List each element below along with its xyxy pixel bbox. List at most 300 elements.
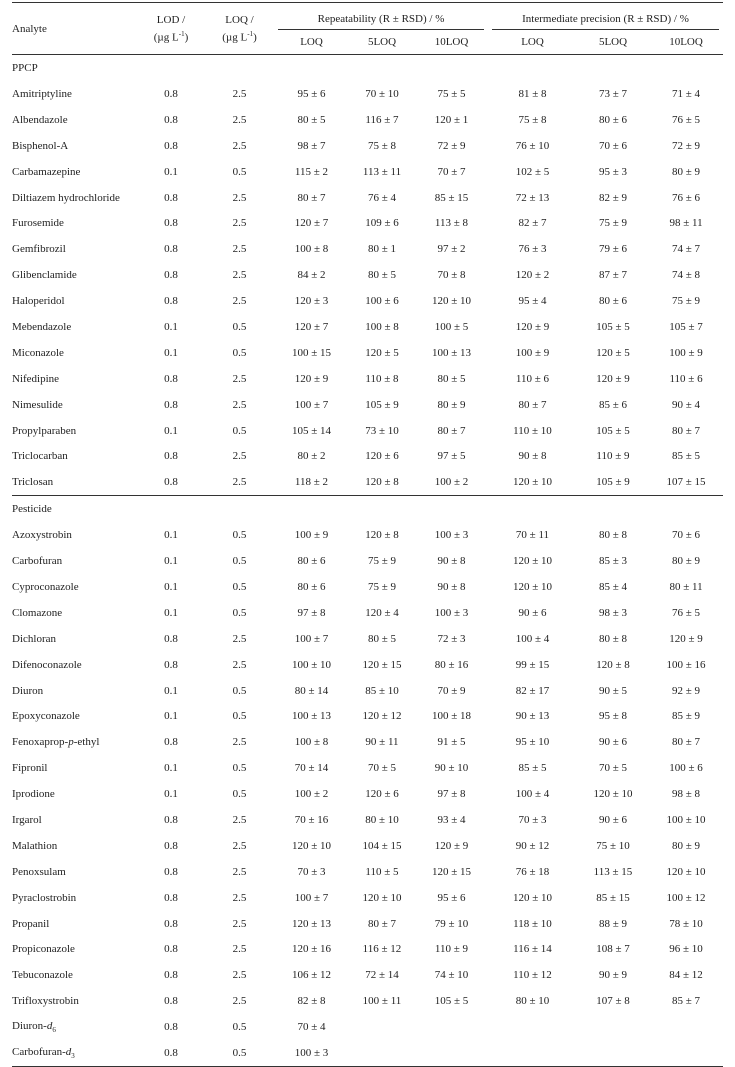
table-row: [12, 340, 723, 366]
loq-cell: 0.5: [232, 762, 247, 775]
ip-10loq-cell: 90 ± 4: [671, 398, 701, 411]
lod-cell: 0.1: [164, 165, 178, 178]
ip-10loq-cell: 76 ± 5: [671, 113, 701, 126]
rep-loq-cell: 100 ± 8: [294, 736, 329, 749]
ip-loq-cell: 120 ± 10: [512, 580, 553, 593]
loq-cell: 2.5: [232, 269, 247, 282]
table-row: [12, 626, 723, 652]
ip-10loq-cell: 96 ± 10: [669, 943, 703, 956]
rep-5loq-cell: 100 ± 8: [365, 320, 399, 333]
rep-10loq-cell: 105 ± 5: [434, 995, 469, 1008]
lod-cell: 0.8: [164, 736, 178, 749]
ip-5loq-cell: 98 ± 3: [598, 606, 628, 619]
ip-loq-cell: 80 ± 7: [518, 398, 547, 411]
ip-loq-header: LOQ: [488, 30, 577, 55]
ip-5loq-header: 5LOQ: [577, 30, 649, 55]
lod-cell: 0.1: [164, 580, 178, 593]
ip-5loq-cell: [577, 1040, 649, 1066]
ip-5loq-cell: 120 ± 9: [596, 372, 630, 385]
lod-cell: 0.8: [164, 191, 178, 204]
analyte-name: Triclosan: [12, 476, 54, 489]
ip-10loq-cell: 100 ± 10: [666, 813, 706, 826]
ip-loq-cell: 95 ± 4: [518, 295, 547, 308]
lod-header-line1: LOD /: [156, 13, 186, 26]
analyte-name: Diltiazem hydrochloride: [12, 191, 120, 204]
ip-loq-cell: 120 ± 9: [515, 320, 550, 333]
analyte-name: Triclocarban: [12, 450, 68, 463]
analyte-name: Nimesulide: [12, 398, 63, 411]
rep-loq-cell: 100 ± 13: [291, 710, 332, 723]
lod-cell: 0.1: [164, 606, 178, 619]
repeatability-header: [274, 3, 488, 31]
lod-cell: 0.1: [164, 788, 178, 801]
ip-10loq-cell: 100 ± 12: [666, 891, 706, 904]
ip-5loq-cell: 70 ± 6: [598, 139, 628, 152]
analyte-name: Fipronil: [12, 762, 48, 775]
rep-5loq-cell: 120 ± 6: [365, 788, 399, 801]
ip-10loq-cell: 80 ± 7: [671, 424, 701, 437]
ip-loq-cell: 82 ± 7: [518, 217, 547, 230]
lod-cell: 0.8: [164, 969, 178, 982]
lod-cell: 0.1: [164, 762, 178, 775]
rep-5loq-cell: 80 ± 10: [365, 813, 399, 826]
table-row: [12, 133, 723, 159]
rep-5loq-cell: 120 ± 4: [365, 606, 399, 619]
ip-10loq-cell: 80 ± 9: [671, 839, 701, 852]
rep-5loq-cell: 80 ± 7: [367, 917, 397, 930]
lod-cell: 0.1: [164, 555, 178, 568]
table-row: [12, 807, 723, 833]
section-title: Pesticide: [12, 496, 723, 523]
rep-10loq-cell: 100 ± 13: [431, 346, 472, 359]
table-row: [12, 781, 723, 807]
table-row: [12, 1014, 723, 1040]
ip-loq-cell: 120 ± 10: [512, 476, 553, 489]
ip-5loq-cell: 90 ± 6: [598, 736, 628, 749]
table-row: [12, 859, 723, 885]
ip-5loq-cell: 88 ± 9: [598, 917, 628, 930]
ip-loq-cell: 120 ± 2: [515, 269, 550, 282]
loq-cell: 0.5: [232, 606, 247, 619]
analyte-name: Miconazole: [12, 346, 64, 359]
rep-5loq-cell: 113 ± 11: [362, 165, 402, 178]
rep-10loq-cell: 97 ± 5: [437, 450, 466, 463]
section-title: PPCP: [12, 62, 38, 74]
rep-10loq-cell: 97 ± 2: [437, 243, 466, 256]
table-row: [12, 885, 723, 911]
loq-cell: 0.5: [232, 320, 247, 333]
loq-cell: 2.5: [232, 476, 247, 489]
rep-5loq-cell: 72 ± 14: [365, 969, 399, 982]
ip-5loq-cell: 105 ± 9: [596, 476, 630, 489]
ip-5loq-cell: 85 ± 3: [598, 555, 628, 568]
ip-loq-cell: 120 ± 10: [512, 891, 553, 904]
table-row: [12, 937, 723, 963]
ip-10loq-cell: 70 ± 6: [671, 529, 701, 542]
ip-5loq-cell: 85 ± 6: [598, 398, 628, 411]
rep-loq-cell: 120 ± 7: [294, 320, 329, 333]
rep-10loq-header: 10LOQ: [415, 30, 488, 55]
loq-cell: 0.5: [232, 529, 247, 542]
lod-cell: 0.1: [164, 529, 178, 542]
rep-loq-cell: 95 ± 6: [297, 87, 326, 100]
ip-loq-cell: 70 ± 3: [518, 813, 547, 826]
rep-5loq-cell: 120 ± 10: [362, 891, 402, 904]
loq-cell: 2.5: [232, 139, 247, 152]
ip-loq-cell: 80 ± 10: [515, 995, 550, 1008]
lod-cell: 0.8: [164, 87, 178, 100]
analyte-name: Propylparaben: [12, 424, 77, 437]
rep-loq-cell: 106 ± 12: [291, 969, 332, 982]
ip-10loq-cell: 76 ± 5: [671, 606, 701, 619]
ip-10loq-cell: [649, 1040, 723, 1066]
ip-10loq-cell: 100 ± 16: [666, 658, 706, 671]
table-row: [12, 678, 723, 704]
loq-cell: 2.5: [232, 372, 247, 385]
lod-cell: 0.1: [164, 710, 178, 723]
ip-10loq-cell: 105 ± 7: [669, 320, 703, 333]
rep-5loq-cell: 75 ± 9: [367, 555, 397, 568]
analyte-name: Clomazone: [12, 606, 63, 619]
lod-cell: 0.8: [164, 658, 178, 671]
ip-5loq-cell: 108 ± 7: [596, 943, 630, 956]
ip-5loq-cell: 90 ± 6: [598, 813, 628, 826]
rep-5loq-cell: 76 ± 4: [367, 191, 397, 204]
ip-loq-cell: 120 ± 10: [512, 555, 553, 568]
analyte-name: Furosemide: [12, 217, 64, 230]
lod-cell: 0.8: [164, 217, 178, 230]
loq-cell: 0.5: [232, 788, 247, 801]
lod-cell: 0.8: [164, 450, 178, 463]
analyte-name: Trifloxystrobin: [12, 995, 79, 1008]
ip-10loq-cell: 120 ± 9: [669, 632, 703, 645]
rep-loq-cell: 120 ± 10: [291, 839, 332, 852]
rep-10loq-cell: 70 ± 9: [437, 684, 466, 697]
ip-loq-cell: 100 ± 9: [515, 346, 550, 359]
loq-cell: 0.5: [232, 580, 247, 593]
rep-loq-cell: 120 ± 9: [294, 372, 329, 385]
analyte-name: Propiconazole: [12, 943, 75, 956]
rep-5loq-cell: 120 ± 8: [365, 529, 399, 542]
rep-loq-cell: 80 ± 7: [297, 191, 326, 204]
rep-5loq-cell: [349, 1014, 415, 1040]
loq-cell: 2.5: [232, 191, 247, 204]
rep-5loq-cell: 110 ± 5: [365, 865, 399, 878]
loq-cell: 0.5: [232, 710, 247, 723]
intermediate-precision-header: [488, 3, 723, 31]
loq-cell: 2.5: [232, 113, 247, 126]
rep-loq-cell: 80 ± 6: [297, 580, 326, 593]
ip-loq-cell: 81 ± 8: [518, 87, 547, 100]
ip-5loq-cell: 79 ± 6: [598, 243, 628, 256]
analyte-name: Malathion: [12, 839, 58, 852]
rep-10loq-cell: 80 ± 16: [434, 658, 469, 671]
ip-10loq-cell: 80 ± 9: [671, 555, 701, 568]
lod-cell: 0.8: [164, 398, 178, 411]
rep-10loq-cell: 100 ± 2: [434, 476, 469, 489]
ip-loq-cell: 76 ± 10: [515, 139, 550, 152]
rep-loq-cell: 70 ± 16: [294, 813, 329, 826]
ip-10loq-cell: 74 ± 8: [671, 269, 701, 282]
ip-10loq-cell: 74 ± 7: [671, 243, 701, 256]
rep-loq-cell: 120 ± 3: [294, 295, 329, 308]
table-row: [12, 159, 723, 185]
lod-header: [137, 3, 205, 55]
rep-5loq-cell: 100 ± 11: [362, 995, 402, 1008]
rep-5loq-cell: 80 ± 5: [367, 632, 397, 645]
lod-cell: 0.8: [164, 476, 178, 489]
lod-cell: 0.8: [164, 865, 178, 878]
ip-5loq-cell: 105 ± 5: [596, 424, 630, 437]
rep-5loq-cell: 120 ± 12: [362, 710, 402, 723]
rep-10loq-cell: 95 ± 6: [437, 891, 466, 904]
analyte-name: Carbamazepine: [12, 165, 81, 178]
rep-5loq-cell: 73 ± 10: [365, 424, 399, 437]
analyte-name: Gemfibrozil: [12, 243, 66, 256]
table-row: [12, 911, 723, 937]
ip-5loq-cell: 80 ± 8: [598, 632, 628, 645]
lod-cell: 0.1: [164, 320, 178, 333]
ip-10loq-cell: 78 ± 10: [669, 917, 703, 930]
repeatability-header-label: Repeatability (R ± RSD) / %: [278, 13, 484, 30]
loq-cell: 2.5: [232, 917, 247, 930]
rep-10loq-cell: 120 ± 15: [431, 865, 472, 878]
loq-cell: 2.5: [232, 632, 247, 645]
ip-5loq-cell: 90 ± 5: [598, 684, 628, 697]
ip-5loq-cell: 120 ± 8: [596, 658, 630, 671]
analyte-name: Mebendazole: [12, 320, 72, 333]
analyte-name: Diuron: [12, 684, 44, 697]
rep-loq-header: LOQ: [274, 30, 349, 55]
lod-cell: 0.8: [164, 113, 178, 126]
rep-5loq-cell: 109 ± 6: [365, 217, 399, 230]
rep-5loq-cell: 116 ± 12: [362, 943, 402, 956]
table-row: [12, 262, 723, 288]
ip-10loq-cell: 92 ± 9: [671, 684, 701, 697]
ip-10loq-cell: 120 ± 10: [666, 865, 706, 878]
ip-10loq-cell: 110 ± 6: [669, 372, 703, 385]
rep-loq-cell: 80 ± 2: [297, 450, 326, 463]
lod-cell: 0.1: [164, 346, 178, 359]
table-row: [12, 522, 723, 548]
rep-10loq-cell: 75 ± 5: [437, 87, 466, 100]
table-row: [12, 833, 723, 859]
ip-10loq-cell: 100 ± 9: [669, 346, 703, 359]
rep-10loq-cell: 113 ± 8: [434, 217, 469, 230]
loq-cell: 0.5: [232, 1021, 247, 1034]
rep-5loq-cell: 90 ± 11: [365, 736, 399, 749]
rep-5loq-cell: 120 ± 6: [365, 450, 399, 463]
lod-cell: 0.8: [164, 995, 178, 1008]
rep-10loq-cell: 80 ± 7: [437, 424, 466, 437]
rep-loq-cell: 100 ± 7: [294, 891, 329, 904]
rep-5loq-cell: 116 ± 7: [365, 113, 399, 126]
header-row-top: [12, 3, 723, 31]
ip-5loq-cell: 70 ± 5: [598, 762, 628, 775]
loq-cell: 2.5: [232, 891, 247, 904]
rep-5loq-cell: 120 ± 8: [365, 476, 399, 489]
rep-10loq-cell: 74 ± 10: [434, 969, 469, 982]
analyte-name: Difenoconazole: [12, 658, 82, 671]
ip-10loq-cell: [649, 1014, 723, 1040]
rep-loq-cell: 100 ± 10: [291, 658, 332, 671]
rep-10loq-cell: 70 ± 8: [437, 269, 466, 282]
loq-cell: 2.5: [232, 87, 247, 100]
loq-cell: 2.5: [232, 995, 247, 1008]
section-row: [12, 55, 723, 82]
rep-5loq-cell: 75 ± 9: [367, 580, 397, 593]
ip-loq-cell: 76 ± 18: [515, 865, 550, 878]
rep-loq-cell: 100 ± 15: [291, 346, 332, 359]
ip-5loq-cell: 80 ± 8: [598, 529, 628, 542]
table-row: [12, 210, 723, 236]
lod-cell: 0.8: [164, 632, 178, 645]
rep-loq-cell: 70 ± 14: [294, 762, 329, 775]
rep-10loq-cell: 72 ± 9: [437, 139, 466, 152]
table-row: [12, 185, 723, 211]
lod-header-unit: (µg $L^{-1}$): [153, 29, 189, 44]
rep-10loq-cell: 91 ± 5: [437, 736, 466, 749]
section-row: [12, 496, 723, 523]
ip-10loq-cell: 72 ± 9: [671, 139, 701, 152]
rep-10loq-cell: 100 ± 5: [434, 320, 469, 333]
ip-loq-cell: 110 ± 12: [513, 969, 552, 982]
rep-5loq-cell: 75 ± 8: [367, 139, 397, 152]
rep-loq-cell: 70 ± 3: [297, 865, 326, 878]
rep-10loq-cell: 80 ± 9: [437, 398, 466, 411]
analyte-name: Irgarol: [12, 813, 42, 826]
loq-cell: 0.5: [232, 346, 247, 359]
loq-cell: 0.5: [232, 684, 247, 697]
ip-10loq-cell: 80 ± 11: [669, 580, 703, 593]
rep-loq-cell: 100 ± 7: [294, 632, 329, 645]
ip-10loq-cell: 100 ± 6: [669, 762, 703, 775]
ip-5loq-cell: 85 ± 15: [596, 891, 630, 904]
ip-loq-cell: 70 ± 11: [515, 529, 550, 542]
rep-loq-cell: 100 ± 9: [294, 529, 329, 542]
loq-cell: 2.5: [232, 217, 247, 230]
ip-10loq-cell: 75 ± 9: [671, 295, 701, 308]
ip-loq-cell: 110 ± 10: [513, 424, 552, 437]
loq-cell: 0.5: [232, 424, 247, 437]
rep-10loq-cell: 80 ± 5: [437, 372, 466, 385]
ip-loq-cell: [488, 1040, 577, 1066]
lod-cell: 0.8: [164, 295, 178, 308]
loq-cell: 2.5: [232, 865, 247, 878]
rep-10loq-cell: 100 ± 3: [434, 606, 469, 619]
ip-5loq-cell: 75 ± 9: [598, 217, 628, 230]
rep-loq-cell: 100 ± 3: [274, 1040, 349, 1066]
analyte-name: Nifedipine: [12, 372, 60, 385]
lod-cell: 0.8: [164, 891, 178, 904]
analyte-name: Fenoxaprop-p-ethyl: [12, 736, 100, 749]
ip-loq-cell: 110 ± 6: [515, 372, 550, 385]
ip-5loq-cell: 95 ± 8: [598, 710, 628, 723]
table-row: [12, 392, 723, 418]
ip-5loq-cell: 105 ± 5: [596, 320, 630, 333]
loq-cell: 2.5: [232, 969, 247, 982]
analyte-name: Tebuconazole: [12, 969, 73, 982]
ip-5loq-cell: 80 ± 6: [598, 113, 628, 126]
analyte-header-label: Analyte: [12, 22, 47, 35]
ip-5loq-cell: 80 ± 6: [598, 295, 628, 308]
intermediate-header-label: Intermediate precision (R ± RSD) / %: [492, 13, 719, 30]
table-row: [12, 443, 723, 469]
table-row: [12, 729, 723, 755]
ip-loq-cell: 102 ± 5: [515, 165, 550, 178]
lod-cell: 0.8: [164, 917, 178, 930]
table-row: [12, 81, 723, 107]
loq-header-unit: (µg $L^{-1}$): [222, 29, 257, 44]
lod-cell: 0.8: [164, 372, 178, 385]
lod-cell: 0.8: [164, 943, 178, 956]
table-row: [12, 652, 723, 678]
table-row: [12, 288, 723, 314]
table-row: [12, 314, 723, 340]
ip-loq-cell: 95 ± 10: [515, 736, 550, 749]
ip-loq-cell: 99 ± 15: [515, 658, 550, 671]
analyte-name: Penoxsulam: [12, 865, 66, 878]
rep-5loq-cell: 70 ± 10: [365, 87, 399, 100]
rep-loq-cell: 80 ± 14: [294, 684, 329, 697]
lod-cell: 0.8: [164, 139, 178, 152]
rep-5loq-cell: [349, 1040, 415, 1066]
rep-10loq-cell: 120 ± 9: [434, 839, 469, 852]
ip-10loq-cell: 98 ± 8: [671, 788, 701, 801]
ip-10loq-cell: 85 ± 5: [671, 450, 701, 463]
analyte-name: Albendazole: [12, 113, 68, 126]
rep-10loq-cell: 110 ± 9: [434, 943, 469, 956]
ip-loq-cell: 72 ± 13: [515, 191, 550, 204]
table-row: [12, 107, 723, 133]
ip-5loq-cell: [577, 1014, 649, 1040]
analyte-name: Iprodione: [12, 788, 55, 801]
ip-5loq-cell: 120 ± 10: [593, 788, 633, 801]
rep-10loq-cell: 90 ± 8: [437, 555, 466, 568]
ip-loq-cell: 90 ± 12: [515, 839, 550, 852]
ip-5loq-cell: 90 ± 9: [598, 969, 628, 982]
rep-10loq-cell: 120 ± 1: [434, 113, 469, 126]
rep-5loq-cell: 105 ± 9: [365, 398, 399, 411]
ip-loq-cell: [488, 1014, 577, 1040]
ip-loq-cell: 85 ± 5: [518, 762, 547, 775]
rep-5loq-cell: 100 ± 6: [365, 295, 399, 308]
ip-10loq-cell: 98 ± 11: [669, 217, 703, 230]
table-row: [12, 469, 723, 495]
ip-loq-cell: 82 ± 17: [515, 684, 550, 697]
ip-loq-cell: 90 ± 8: [518, 450, 547, 463]
rep-5loq-cell: 85 ± 10: [365, 684, 399, 697]
analyte-name: Carbofuran: [12, 555, 63, 568]
rep-loq-cell: 120 ± 13: [291, 917, 332, 930]
analyte-name: Bisphenol-A: [12, 139, 69, 152]
rep-10loq-cell: 85 ± 15: [434, 191, 469, 204]
loq-header: [205, 3, 274, 55]
analyte-name: Glibenclamide: [12, 269, 77, 282]
ip-loq-cell: 100 ± 4: [515, 632, 550, 645]
analyte-name: Cyproconazole: [12, 580, 79, 593]
lod-cell: 0.8: [164, 813, 178, 826]
table-row: [12, 988, 723, 1014]
rep-10loq-cell: 90 ± 8: [437, 580, 466, 593]
analyte-name: Propanil: [12, 917, 50, 930]
table-row: [12, 600, 723, 626]
loq-cell: 2.5: [232, 813, 247, 826]
rep-10loq-cell: 100 ± 3: [434, 529, 469, 542]
rep-5loq-cell: 120 ± 15: [362, 658, 402, 671]
loq-header-line1: LOQ /: [225, 13, 254, 26]
lod-cell: 0.8: [137, 1040, 205, 1066]
